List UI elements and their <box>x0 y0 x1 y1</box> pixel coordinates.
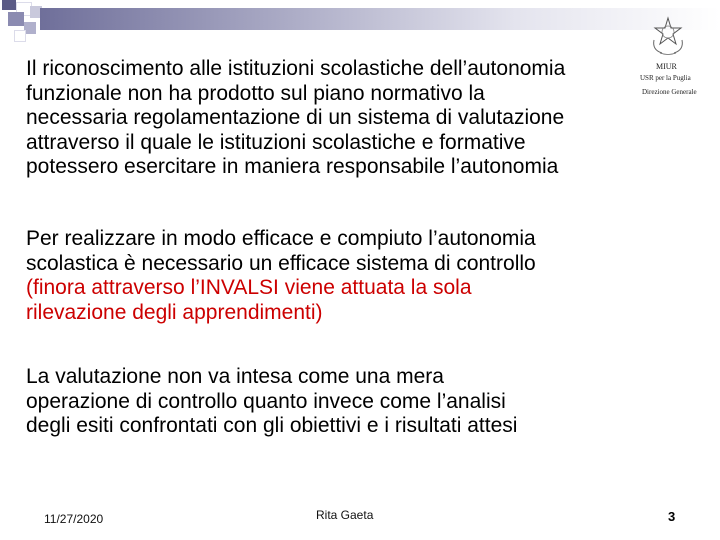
text-line: necessaria regolamentazione di un sistema di valutazione <box>26 106 565 129</box>
text-line: operazione di controllo quanto invece come l’analisi <box>26 389 506 413</box>
footer-author: Rita Gaeta <box>316 508 374 522</box>
text-line: scolastica è necessario un efficace sistema di controllo <box>26 251 536 275</box>
corner-square <box>14 30 26 42</box>
text-line: potessero esercitare in maniera responsabile l’autonomia <box>26 155 559 178</box>
paragraph-autonomia <box>26 57 565 180</box>
footer-date: 11/27/2020 <box>44 512 104 526</box>
text-line: funzionale non ha prodotto sul piano normativo la <box>26 81 485 105</box>
paragraph-controllo <box>26 227 536 325</box>
paragraph-valutazione <box>26 365 517 439</box>
republic-emblem-icon <box>648 14 688 56</box>
text-line: attraverso il quale le istituzioni scolastiche e formative <box>26 130 526 154</box>
logo-label-miur: MIUR <box>656 62 677 71</box>
text-line: degli esiti confrontati con gli obiettivi e i risultati attesi <box>26 414 518 437</box>
page-number: 3 <box>668 509 676 524</box>
text-line-highlight: (finora attraverso l’INVALSI viene attuata la sola <box>26 276 472 299</box>
logo-label-direzione: Direzione Generale <box>642 88 697 96</box>
logo-label-usr: USR per la Puglia <box>640 74 691 82</box>
corner-square <box>8 12 24 26</box>
text-line-highlight: rilevazione degli apprendimenti) <box>26 300 323 324</box>
text-line: Per realizzare in modo efficace e compiuto l’autonomia <box>26 227 536 250</box>
text-line: Il riconoscimento alle istituzioni scolastiche dell’autonomia <box>26 57 566 80</box>
corner-square <box>2 0 16 10</box>
header-gradient-bar <box>40 8 720 30</box>
text-line: La valutazione non va intesa come una mera <box>26 365 444 388</box>
